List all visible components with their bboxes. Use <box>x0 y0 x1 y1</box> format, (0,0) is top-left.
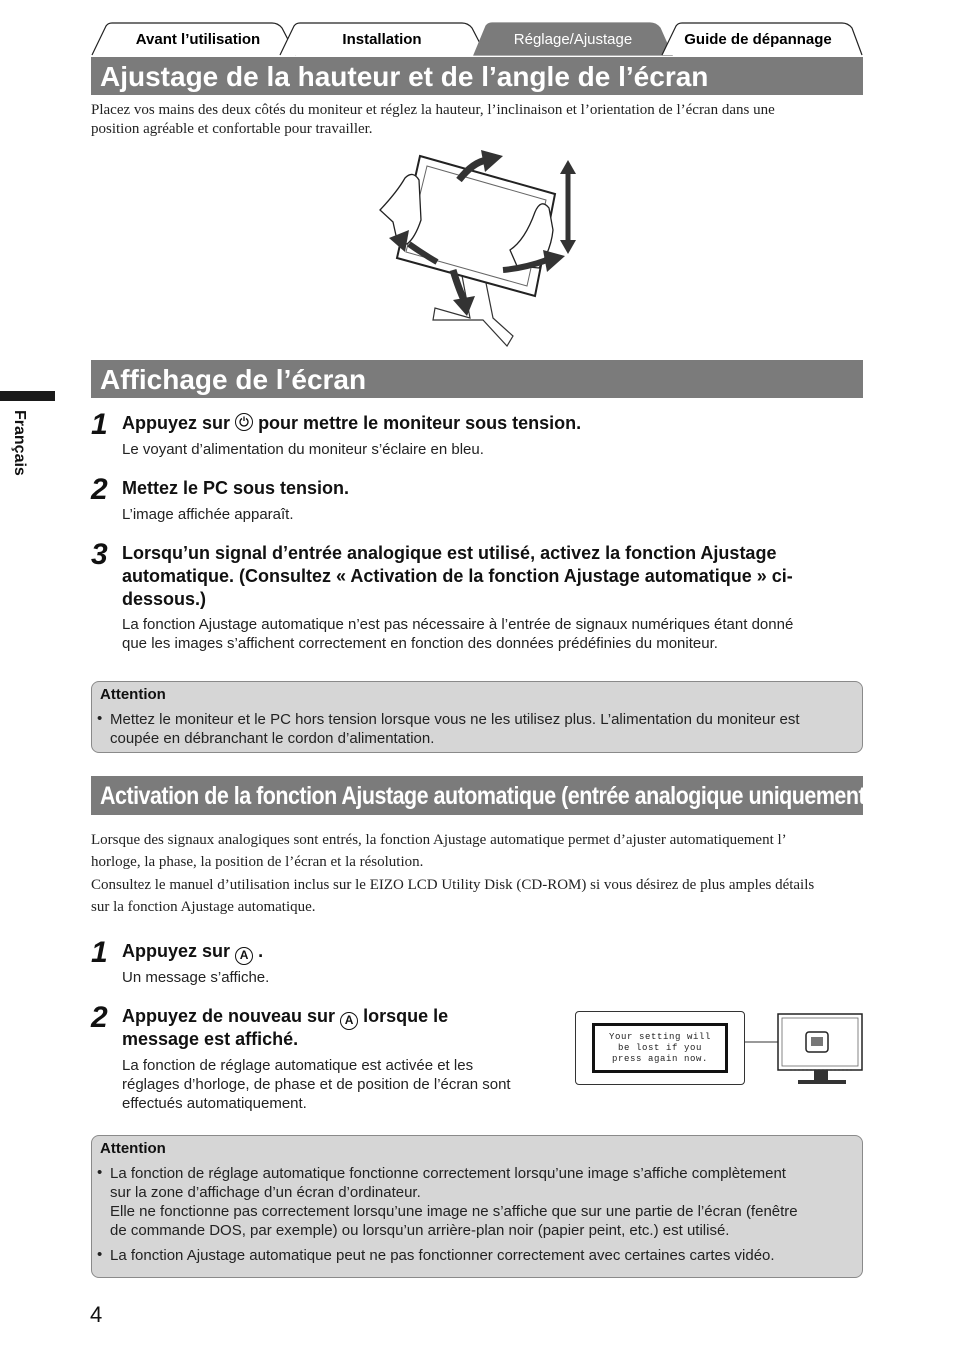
osd-message-screen <box>592 1023 728 1073</box>
osd-message-line: be lost if you <box>617 1043 702 1053</box>
attention-text: Elle ne fonctionne pas correctement lorsqu’une image ne s’affiche que sur une partie de l’écran (fenêtre <box>110 1203 798 1220</box>
section-title-affichage: Affichage de l’écran <box>91 360 863 398</box>
step-title-line: dessous.) <box>122 589 207 609</box>
attention-title: Attention <box>100 1140 166 1157</box>
step-body-line: que les images s’affichent correctement en fonction des données prédéfinies du moniteur. <box>122 635 718 652</box>
step-number: 2 <box>91 473 108 506</box>
paragraph-line: Consultez le manuel d’utilisation inclus sur le EIZO LCD Utility Disk (CD-ROM) si vous désirez de plus amples détails <box>91 877 815 893</box>
paragraph-line: Lorsque des signaux analogiques sont entrés, la fonction Ajustage automatique permet d’ajuster automatiquement l’ <box>91 832 787 848</box>
intro-line-2: position agréable et confortable pour travailler. <box>91 121 373 137</box>
tab-bar <box>90 22 864 56</box>
step-body-line: réglages d’horloge, de phase et de position de l’écran sont <box>122 1076 511 1093</box>
language-label: Français <box>11 410 28 476</box>
attention-text: La fonction Ajustage automatique peut ne pas fonctionner correctement avec certaines cartes vidéo. <box>110 1247 775 1264</box>
step-title <box>122 412 581 435</box>
step-number: 3 <box>91 538 108 571</box>
step-body: Un message s’affiche. <box>122 969 270 986</box>
step-title <box>122 1005 448 1030</box>
intro-line-1: Placez vos mains des deux côtés du moniteur et réglez la hauteur, l’inclinaison et l’orientation de l’écran dans une <box>91 102 775 118</box>
section-title-ajustage-hauteur: Ajustage de la hauteur et de l’angle de l’écran <box>91 57 863 95</box>
step-body: Le voyant d’alimentation du moniteur s’éclaire en bleu. <box>122 441 484 458</box>
osd-message-callout <box>575 1011 745 1085</box>
step-title-text: . <box>258 941 264 961</box>
attention-text: La fonction de réglage automatique fonctionne correctement lorsqu’une image s’affiche complètement <box>110 1165 786 1182</box>
tab-avant-utilisation[interactable]: Avant l’utilisation <box>135 31 261 48</box>
attention-box <box>91 681 863 753</box>
step-title-text: pour mettre le moniteur sous tension. <box>258 413 582 433</box>
step-body: L’image affichée apparaît. <box>122 506 294 523</box>
step-title <box>122 940 263 965</box>
section-title-activation <box>91 776 872 815</box>
monitor-adjustment-illustration <box>375 150 585 350</box>
attention-text: sur la zone d’affichage d’un écran d’ordinateur. <box>110 1184 421 1201</box>
osd-message-line: Your setting will <box>608 1032 711 1042</box>
tab-reglage-ajustage[interactable]: Réglage/Ajustage <box>513 31 633 48</box>
step-title-text: lorsque le <box>363 1006 449 1026</box>
step-title-text: Appuyez sur <box>122 413 231 433</box>
monitor-with-osd-illustration <box>744 1010 866 1090</box>
step-title-text: Appuyez de nouveau sur <box>122 1006 336 1026</box>
attention-title: Attention <box>100 686 166 703</box>
step-title-text: Appuyez sur <box>122 941 231 961</box>
step-body-line: La fonction de réglage automatique est activée et les <box>122 1057 474 1074</box>
auto-button-icon: A <box>340 1012 358 1030</box>
step-body-line: effectués automatiquement. <box>122 1095 307 1112</box>
step-body-line: La fonction Ajustage automatique n’est pas nécessaire à l’entrée de signaux numériques étant donné <box>122 616 794 633</box>
step-title-line: automatique. (Consultez « Activation de la fonction Ajustage automatique » ci- <box>122 566 793 586</box>
osd-message-line: press again now. <box>611 1054 708 1064</box>
power-button-icon <box>235 413 253 431</box>
auto-button-icon: A <box>235 947 253 965</box>
page-number: 4 <box>90 1302 103 1327</box>
attention-text: Mettez le moniteur et le PC hors tension lorsque vous ne les utilisez plus. L’alimentation du moniteur est <box>110 711 800 728</box>
step-title-line: message est affiché. <box>122 1029 299 1049</box>
step-title: Mettez le PC sous tension. <box>122 478 350 498</box>
section-title-text: Activation de la fonction Ajustage automatique (entrée analogique uniquement) <box>100 782 872 810</box>
step-number: 1 <box>91 936 108 969</box>
step-number: 1 <box>91 408 108 441</box>
bullet-icon: • <box>97 1246 103 1263</box>
paragraph-line: horloge, la phase, la position de l’écran et la résolution. <box>91 854 424 870</box>
bullet-icon: • <box>97 1164 103 1181</box>
attention-text: coupée en débranchant le cordon d’alimentation. <box>110 730 435 747</box>
language-tab-bar <box>0 391 55 401</box>
tab-installation[interactable]: Installation <box>342 31 422 48</box>
step-title-line: Lorsqu’un signal d’entrée analogique est utilisé, activez la fonction Ajustage <box>122 543 777 563</box>
tab-guide-depannage[interactable]: Guide de dépannage <box>684 31 832 48</box>
attention-box <box>91 1135 863 1278</box>
step-number: 2 <box>91 1001 108 1034</box>
bullet-icon: • <box>97 710 103 727</box>
paragraph-line: sur la fonction Ajustage automatique. <box>91 899 316 915</box>
attention-text: de commande DOS, par exemple) ou lorsqu’un arrière-plan noir (papier peint, etc.) est utilisé. <box>110 1222 730 1239</box>
